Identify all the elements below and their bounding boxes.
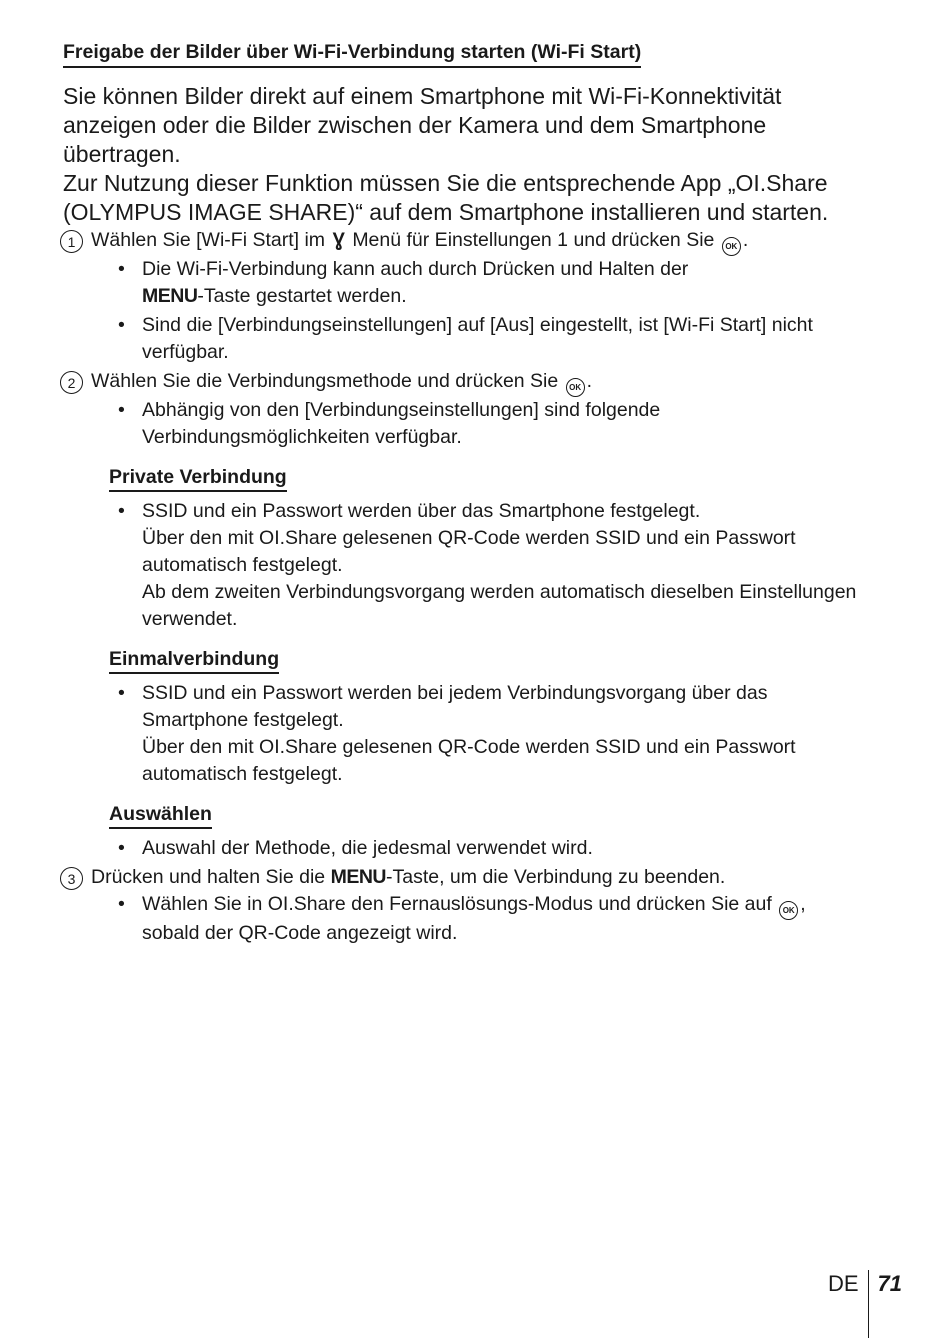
step-2-text <box>91 368 592 397</box>
bullet-text: SSID und ein Passwort werden über das Smartphone festgelegt. Über den mit OI.Share gelesenen QR-Code werden SSID und ein Passwort automatisch festgelegt. Ab dem zweiten Verbindungsvorgang werden automatisch dieselben Einstellungen verwendet. <box>142 500 857 630</box>
language-code: DE <box>828 1270 869 1338</box>
auswaehlen-bullet: • Auswahl der Methode, die jedesmal verwendet wird. <box>116 835 863 862</box>
einmal-bullet: • SSID und ein Passwort werden bei jedem Verbindungsvorgang über das Smartphone festgelegt. Über den mit OI.Share gelesenen QR-Code werden SSID und ein Passwort automatisch festgelegt. <box>116 680 863 788</box>
bullet-text: SSID und ein Passwort werden bei jedem Verbindungsvorgang über das Smartphone festgelegt. Über den mit OI.Share gelesenen QR-Code werden SSID und ein Passwort automatisch festgelegt. <box>142 682 796 785</box>
step-number-3: 3 <box>60 867 83 890</box>
ok-button-icon: OK <box>722 237 741 256</box>
step-1 <box>60 227 863 256</box>
subheading-einmal: Einmalverbindung <box>109 647 279 674</box>
step-number-1: 1 <box>60 230 83 253</box>
intro-paragraph-1: Sie können Bilder direkt auf einem Smartphone mit Wi-Fi-Konnektivität anzeigen oder die Bilder zwischen der Kamera und dem Smartphone übertragen. <box>63 83 782 167</box>
subheading-private: Private Verbindung <box>109 465 287 492</box>
step-2 <box>60 368 863 397</box>
step-3 <box>60 864 863 891</box>
menu-button-label: MENU <box>330 866 386 888</box>
step-3-text-b: -Taste, um die Verbindung zu beenden. <box>386 866 726 888</box>
step-number-2: 2 <box>60 371 83 394</box>
bullet-text: Auswahl der Methode, die jedesmal verwendet wird. <box>142 837 593 859</box>
step-2-text-b: . <box>586 370 593 392</box>
step-2-text-a: Wählen Sie die Verbindungsmethode und drücken Sie <box>91 370 559 392</box>
step-1-text-c: . <box>742 229 749 251</box>
step-1-text-b: Menü für Einstellungen 1 und drücken Sie <box>352 229 715 251</box>
step-1-text-a: Wählen Sie [Wi-Fi Start] im <box>91 229 326 251</box>
step-3-text-a: Drücken und halten Sie die <box>91 866 331 888</box>
bullet-text: Die Wi-Fi-Verbindung kann auch durch Drücken und Halten der <box>142 258 689 280</box>
step-2-bullet-1: • Abhängig von den [Verbindungseinstellungen] sind folgende Verbindungsmöglichkeiten verfügbar. <box>116 397 863 451</box>
intro-paragraph-2: Zur Nutzung dieser Funktion müssen Sie die entsprechende App „OI.Share (OLYMPUS IMAGE SHARE)“ auf dem Smartphone installieren und starten. <box>63 170 829 225</box>
wrench-icon: Ɣ <box>332 229 345 251</box>
menu-button-label: MENU <box>142 285 198 307</box>
ok-button-icon: OK <box>566 378 585 397</box>
page-number: 71 <box>877 1271 902 1296</box>
section-title: Freigabe der Bilder über Wi-Fi-Verbindung starten (Wi-Fi Start) <box>63 40 641 68</box>
page-content <box>63 40 863 949</box>
bullet-text: -Taste gestartet werden. <box>197 285 407 307</box>
private-bullet: • SSID und ein Passwort werden über das Smartphone festgelegt. Über den mit OI.Share gelesenen QR-Code werden SSID und ein Passwort automatisch festgelegt. Ab dem zweiten Verbindungsvorgang werden automatisch dieselben Einstellungen verwendet. <box>116 498 863 633</box>
subheading-auswaehlen: Auswählen <box>109 802 212 829</box>
bullet-text: Sind die [Verbindungseinstellungen] auf [Aus] eingestellt, ist [Wi-Fi Start] nicht verfügbar. <box>142 314 813 363</box>
page-footer <box>828 1270 902 1338</box>
step-1-text <box>91 227 748 256</box>
step-1-bullet-2: • Sind die [Verbindungseinstellungen] auf [Aus] eingestellt, ist [Wi-Fi Start] nicht verfügbar. <box>116 312 863 366</box>
ok-button-icon: OK <box>779 901 798 920</box>
bullet-text: , sobald der QR-Code angezeigt wird. <box>142 893 806 944</box>
step-3-bullet-1: • Wählen Sie in OI.Share den Fernauslösungs-Modus und drücken Sie auf OK , sobald der QR-Code angezeigt wird. <box>118 893 806 944</box>
bullet-text: Wählen Sie in OI.Share den Fernauslösungs-Modus und drücken Sie auf <box>142 893 778 915</box>
bullet-text: Abhängig von den [Verbindungseinstellungen] sind folgende Verbindungsmöglichkeiten verfügbar. <box>142 399 661 448</box>
step-1-bullet-1: • Die Wi-Fi-Verbindung kann auch durch Drücken und Halten der MENU-Taste gestartet werden. <box>118 258 689 307</box>
step-3-text <box>91 864 725 891</box>
